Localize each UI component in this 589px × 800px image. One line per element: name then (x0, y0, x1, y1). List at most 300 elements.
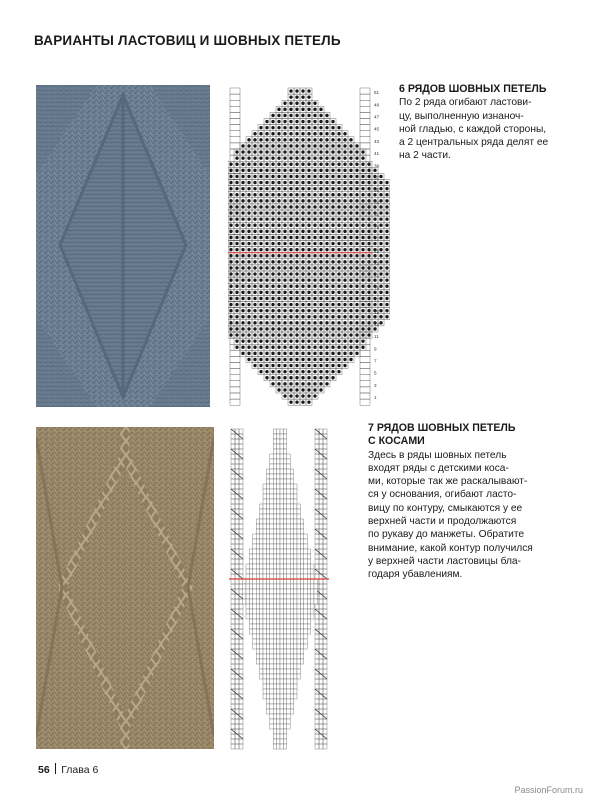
grid-cell (290, 524, 293, 529)
purl-dot (325, 254, 328, 257)
grid-cell (263, 684, 266, 689)
purl-dot (325, 120, 328, 123)
purl-dot (247, 163, 250, 166)
grid-cell (283, 704, 286, 709)
row-number: 41 (374, 151, 380, 157)
grid-cell (290, 489, 293, 494)
grid-cell (253, 579, 256, 584)
grid-cell (256, 564, 259, 569)
grid-cell (273, 649, 276, 654)
grid-cell (315, 499, 319, 504)
purl-dot (313, 138, 316, 141)
purl-dot (253, 193, 256, 196)
grid-cell (280, 604, 283, 609)
grid-cell (253, 634, 256, 639)
purl-dot (367, 333, 370, 336)
purl-dot (289, 132, 292, 135)
purl-dot (343, 217, 346, 220)
chart-7-rows-cables (229, 427, 331, 751)
purl-dot (229, 224, 232, 227)
purl-dot (295, 108, 298, 111)
grid-cell (360, 137, 370, 143)
row-number: 7 (374, 358, 377, 364)
grid-cell (256, 629, 259, 634)
purl-dot (229, 169, 232, 172)
purl-dot (235, 224, 238, 227)
purl-dot (241, 187, 244, 190)
grid-cell (290, 534, 293, 539)
grid-cell (266, 484, 269, 489)
purl-dot (277, 321, 280, 324)
grid-cell (231, 739, 235, 744)
grid-cell (315, 644, 319, 649)
purl-dot (295, 169, 298, 172)
purl-dot (241, 352, 244, 355)
grid-cell (287, 554, 290, 559)
grid-cell (277, 599, 280, 604)
purl-dot (289, 169, 292, 172)
grid-cell (300, 594, 303, 599)
purl-dot (325, 382, 328, 385)
purl-dot (271, 163, 274, 166)
purl-dot (283, 132, 286, 135)
purl-dot (247, 266, 250, 269)
grid-cell (270, 719, 273, 724)
section-2-text (368, 422, 568, 582)
purl-dot (283, 230, 286, 233)
purl-dot (247, 321, 250, 324)
grid-cell (287, 459, 290, 464)
grid-cell (263, 614, 266, 619)
purl-dot (385, 260, 388, 263)
purl-dot (379, 230, 382, 233)
purl-dot (379, 297, 382, 300)
section-1-line: По 2 ряда огибают ластови- (399, 97, 532, 109)
purl-dot (349, 193, 352, 196)
purl-dot (301, 278, 304, 281)
grid-cell (283, 694, 286, 699)
purl-dot (349, 187, 352, 190)
purl-dot (241, 217, 244, 220)
grid-cell (283, 684, 286, 689)
grid-cell (287, 659, 290, 664)
grid-cell (294, 639, 297, 644)
purl-dot (361, 303, 364, 306)
purl-dot (367, 248, 370, 251)
purl-dot (295, 138, 298, 141)
purl-dot (385, 187, 388, 190)
purl-dot (301, 254, 304, 257)
grid-cell (263, 529, 266, 534)
purl-dot (325, 278, 328, 281)
purl-dot (319, 217, 322, 220)
purl-dot (259, 272, 262, 275)
purl-dot (307, 205, 310, 208)
grid-cell (280, 434, 283, 439)
purl-dot (265, 315, 268, 318)
purl-dot (379, 260, 382, 263)
purl-dot (385, 224, 388, 227)
section-2-line: вицу по контуру, смыкаются у ее (368, 502, 523, 514)
purl-dot (349, 248, 352, 251)
purl-dot (247, 211, 250, 214)
purl-dot (271, 333, 274, 336)
grid-cell (230, 106, 240, 112)
purl-dot (289, 126, 292, 129)
grid-cell (263, 674, 266, 679)
purl-dot (307, 169, 310, 172)
purl-dot (289, 346, 292, 349)
purl-dot (241, 199, 244, 202)
grid-cell (266, 664, 269, 669)
purl-dot (289, 108, 292, 111)
purl-dot (343, 144, 346, 147)
grid-cell (263, 639, 266, 644)
grid-cell (315, 634, 319, 639)
grid-cell (319, 539, 323, 544)
grid-cell (311, 584, 314, 589)
grid-cell (294, 654, 297, 659)
purl-dot (253, 321, 256, 324)
grid-cell (235, 524, 239, 529)
grid-cell (270, 579, 273, 584)
grid-cell (270, 459, 273, 464)
purl-dot (295, 339, 298, 342)
purl-dot (235, 199, 238, 202)
purl-dot (307, 193, 310, 196)
grid-cell (263, 489, 266, 494)
purl-dot (253, 266, 256, 269)
purl-dot (349, 156, 352, 159)
purl-dot (277, 224, 280, 227)
grid-cell (300, 599, 303, 604)
purl-dot (355, 248, 358, 251)
purl-dot (337, 352, 340, 355)
grid-cell (319, 444, 323, 449)
grid-cell (287, 669, 290, 674)
grid-cell (273, 739, 276, 744)
grid-cell (239, 524, 243, 529)
purl-dot (373, 278, 376, 281)
grid-cell (235, 459, 239, 464)
grid-cell (294, 534, 297, 539)
grid-cell (315, 524, 319, 529)
grid-cell (315, 724, 319, 729)
purl-dot (289, 163, 292, 166)
purl-dot (229, 303, 232, 306)
grid-cell (273, 564, 276, 569)
grid-cell (235, 444, 239, 449)
grid-cell (315, 564, 319, 569)
grid-cell (270, 534, 273, 539)
purl-dot (325, 242, 328, 245)
grid-cell (260, 569, 263, 574)
row-number: 11 (374, 334, 379, 340)
grid-cell (270, 664, 273, 669)
purl-dot (229, 205, 232, 208)
grid-cell (266, 634, 269, 639)
grid-cell (287, 619, 290, 624)
grid-cell (287, 579, 290, 584)
purl-dot (229, 211, 232, 214)
grid-cell (323, 719, 327, 724)
purl-dot (355, 333, 358, 336)
grid-cell (246, 594, 249, 599)
purl-dot (259, 346, 262, 349)
grid-cell (283, 624, 286, 629)
grid-cell (297, 669, 300, 674)
grid-cell (273, 494, 276, 499)
purl-dot (229, 163, 232, 166)
purl-dot (367, 272, 370, 275)
grid-cell (239, 509, 243, 514)
grid-cell (266, 639, 269, 644)
grid-cell (273, 484, 276, 489)
purl-dot (337, 156, 340, 159)
purl-dot (295, 132, 298, 135)
purl-dot (361, 254, 364, 257)
purl-dot (259, 169, 262, 172)
grid-cell (253, 544, 256, 549)
grid-cell (270, 584, 273, 589)
purl-dot (247, 138, 250, 141)
grid-cell (239, 444, 243, 449)
purl-dot (337, 309, 340, 312)
purl-dot (253, 169, 256, 172)
grid-cell (273, 664, 276, 669)
grid-cell (311, 604, 314, 609)
grid-cell (297, 604, 300, 609)
grid-cell (235, 564, 239, 569)
grid-cell (273, 534, 276, 539)
purl-dot (343, 291, 346, 294)
purl-dot (229, 199, 232, 202)
grid-cell (311, 614, 314, 619)
purl-dot (277, 333, 280, 336)
purl-dot (229, 297, 232, 300)
grid-cell (270, 689, 273, 694)
row-number: 27 (374, 236, 380, 242)
purl-dot (277, 352, 280, 355)
grid-cell (323, 664, 327, 669)
grid-cell (239, 619, 243, 624)
purl-dot (355, 144, 358, 147)
purl-dot (229, 266, 232, 269)
grid-cell (304, 619, 307, 624)
grid-cell (256, 584, 259, 589)
purl-dot (325, 303, 328, 306)
purl-dot (271, 187, 274, 190)
grid-cell (287, 639, 290, 644)
grid-cell (290, 624, 293, 629)
purl-dot (361, 193, 364, 196)
purl-dot (265, 364, 268, 367)
purl-dot (355, 352, 358, 355)
purl-dot (259, 352, 262, 355)
purl-dot (271, 150, 274, 153)
grid-cell (231, 599, 235, 604)
grid-cell (273, 639, 276, 644)
grid-cell (319, 699, 323, 704)
purl-dot (325, 285, 328, 288)
purl-dot (361, 333, 364, 336)
purl-dot (235, 333, 238, 336)
grid-cell (297, 649, 300, 654)
purl-dot (331, 248, 334, 251)
purl-dot (313, 346, 316, 349)
purl-dot (283, 303, 286, 306)
grid-cell (239, 549, 243, 554)
purl-dot (247, 205, 250, 208)
grid-cell (304, 554, 307, 559)
grid-cell (270, 659, 273, 664)
grid-cell (294, 579, 297, 584)
grid-cell (287, 699, 290, 704)
purl-dot (241, 181, 244, 184)
grid-cell (273, 554, 276, 559)
grid-cell (270, 709, 273, 714)
grid-cell (273, 459, 276, 464)
purl-dot (265, 242, 268, 245)
grid-cell (290, 684, 293, 689)
purl-dot (361, 156, 364, 159)
purl-dot (301, 89, 304, 92)
grid-cell (280, 559, 283, 564)
grid-cell (253, 644, 256, 649)
purl-dot (319, 236, 322, 239)
grid-cell (300, 614, 303, 619)
purl-dot (379, 199, 382, 202)
grid-cell (231, 439, 235, 444)
grid-cell (235, 504, 239, 509)
grid-cell (239, 719, 243, 724)
purl-dot (247, 242, 250, 245)
purl-dot (301, 144, 304, 147)
grid-cell (319, 484, 323, 489)
grid-cell (231, 454, 235, 459)
grid-cell (319, 744, 323, 749)
purl-dot (343, 303, 346, 306)
purl-dot (313, 297, 316, 300)
purl-dot (343, 266, 346, 269)
purl-dot (343, 364, 346, 367)
purl-dot (271, 315, 274, 318)
grid-cell (315, 604, 319, 609)
grid-cell (256, 524, 259, 529)
purl-dot (271, 339, 274, 342)
grid-cell (360, 131, 370, 137)
row-number: 49 (374, 102, 380, 108)
grid-cell (273, 609, 276, 614)
purl-dot (319, 175, 322, 178)
purl-dot (331, 211, 334, 214)
grid-cell (287, 644, 290, 649)
grid-cell (266, 474, 269, 479)
grid-cell (260, 649, 263, 654)
purl-dot (361, 230, 364, 233)
grid-cell (239, 684, 243, 689)
grid-cell (297, 514, 300, 519)
purl-dot (307, 376, 310, 379)
purl-dot (331, 242, 334, 245)
grid-cell (239, 464, 243, 469)
grid-cell (283, 434, 286, 439)
grid-cell (311, 589, 314, 594)
purl-dot (325, 346, 328, 349)
purl-dot (325, 169, 328, 172)
grid-cell (239, 469, 243, 474)
purl-dot (349, 169, 352, 172)
purl-dot (295, 388, 298, 391)
grid-cell (249, 549, 252, 554)
purl-dot (367, 309, 370, 312)
purl-dot (295, 303, 298, 306)
purl-dot (343, 138, 346, 141)
purl-dot (283, 236, 286, 239)
purl-dot (343, 224, 346, 227)
grid-cell (280, 589, 283, 594)
purl-dot (313, 376, 316, 379)
purl-dot (331, 370, 334, 373)
purl-dot (289, 138, 292, 141)
grid-cell (249, 624, 252, 629)
purl-dot (277, 291, 280, 294)
purl-dot (349, 333, 352, 336)
grid-cell (280, 429, 283, 434)
purl-dot (283, 376, 286, 379)
grid-cell (253, 569, 256, 574)
grid-cell (235, 604, 239, 609)
grid-cell (260, 654, 263, 659)
purl-dot (289, 388, 292, 391)
grid-cell (260, 574, 263, 579)
purl-dot (367, 260, 370, 263)
grid-cell (231, 474, 235, 479)
purl-dot (337, 291, 340, 294)
purl-dot (343, 230, 346, 233)
grid-cell (273, 689, 276, 694)
grid-cell (290, 474, 293, 479)
grid-cell (273, 529, 276, 534)
grid-cell (323, 589, 327, 594)
purl-dot (319, 297, 322, 300)
purl-dot (265, 120, 268, 123)
purl-dot (253, 156, 256, 159)
grid-cell (277, 639, 280, 644)
grid-cell (231, 674, 235, 679)
purl-dot (259, 309, 262, 312)
purl-dot (337, 260, 340, 263)
grid-cell (297, 654, 300, 659)
grid-cell (270, 714, 273, 719)
purl-dot (319, 309, 322, 312)
grid-cell (260, 539, 263, 544)
grid-cell (300, 579, 303, 584)
purl-dot (379, 291, 382, 294)
grid-cell (319, 464, 323, 469)
grid-cell (283, 599, 286, 604)
grid-cell (266, 564, 269, 569)
grid-cell (283, 459, 286, 464)
grid-cell (256, 619, 259, 624)
section-2-line: ся у основания, огибают ласто- (368, 489, 517, 501)
purl-dot (301, 370, 304, 373)
grid-cell (283, 429, 286, 434)
grid-cell (319, 679, 323, 684)
purl-dot (331, 333, 334, 336)
grid-cell (294, 569, 297, 574)
grid-cell (277, 574, 280, 579)
